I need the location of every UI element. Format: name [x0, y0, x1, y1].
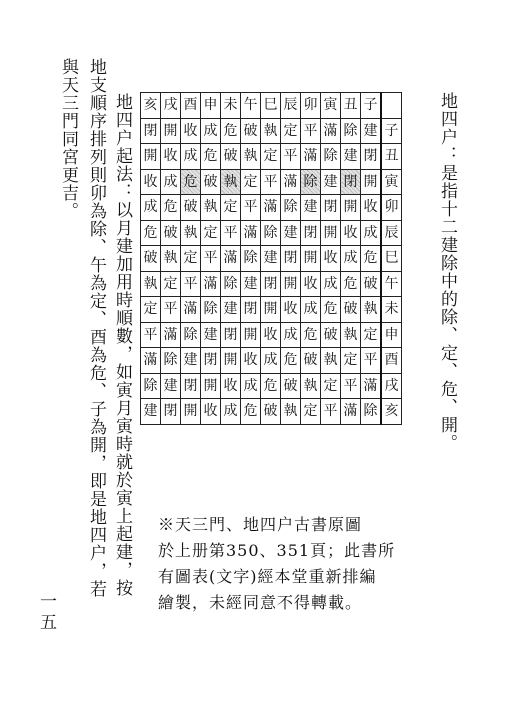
table-cell: 建	[361, 118, 382, 144]
body-line-2: 與天三門同宮更吉。	[58, 58, 78, 220]
table-row	[141, 348, 402, 374]
table-cell: 除	[281, 195, 301, 221]
table-cell: 成	[301, 297, 321, 323]
table-cell: 危	[201, 144, 221, 170]
table-cell: 危	[261, 373, 281, 399]
table-cell: 閉	[301, 220, 321, 246]
table-cell: 危	[301, 322, 321, 348]
table-cell: 收	[141, 169, 161, 195]
table-cell: 除	[161, 348, 181, 374]
table-row	[141, 373, 402, 399]
table-row	[141, 399, 402, 425]
table-cell: 收	[261, 322, 281, 348]
table-cell: 滿	[361, 373, 382, 399]
method-text: 地四户起法：以月建加用時順數，如寅月寅時就於寅上起建，按	[112, 93, 132, 597]
table-cell: 執	[301, 373, 321, 399]
table-cell: 收	[161, 144, 181, 170]
table-cell: 定	[241, 169, 261, 195]
header-cell: 未	[221, 93, 241, 119]
table-cell: 執	[181, 220, 201, 246]
table-cell: 建	[281, 220, 301, 246]
table-cell: 定	[361, 322, 382, 348]
table-cell: 執	[341, 322, 361, 348]
table-cell: 執	[321, 348, 341, 374]
table-cell: 收	[181, 118, 201, 144]
table-cell: 建	[221, 297, 241, 323]
header-cell: 酉	[181, 93, 201, 119]
table-cell: 滿	[181, 297, 201, 323]
table-cell: 除	[301, 169, 321, 195]
table-cell: 定	[321, 373, 341, 399]
header-cell: 丑	[341, 93, 361, 119]
table-cell: 成	[141, 195, 161, 221]
table-cell: 滿	[221, 246, 241, 272]
table-cell: 危	[241, 399, 261, 425]
table-cell: 除	[361, 399, 382, 425]
table-row	[141, 118, 402, 144]
header-cell: 午	[241, 93, 261, 119]
table-cell: 閉	[361, 144, 382, 170]
table-cell: 危	[181, 169, 201, 195]
table-cell: 破	[341, 297, 361, 323]
table-cell: 建	[181, 348, 201, 374]
table-cell: 成	[281, 322, 301, 348]
table-cell: 平	[341, 373, 361, 399]
table-cell: 開	[221, 348, 241, 374]
table-row	[141, 271, 402, 297]
table-cell: 建	[201, 322, 221, 348]
table-cell: 滿	[241, 220, 261, 246]
table-cell: 平	[221, 220, 241, 246]
table-cell: 開	[161, 118, 181, 144]
header-cell: 亥	[141, 93, 161, 119]
table-cell: 執	[281, 399, 301, 425]
copyright-note	[158, 512, 428, 616]
table-row	[141, 322, 402, 348]
header-cell: 卯	[301, 93, 321, 119]
row-branch-label: 戌	[381, 373, 402, 399]
table-cell: 破	[361, 271, 382, 297]
table-cell: 破	[221, 144, 241, 170]
header-cell: 申	[201, 93, 221, 119]
row-branch-label: 丑	[381, 144, 402, 170]
earth-four-doors-table	[140, 92, 402, 425]
table-cell: 定	[221, 195, 241, 221]
table-cell: 開	[261, 297, 281, 323]
table-cell: 開	[181, 399, 201, 425]
table-cell: 定	[141, 297, 161, 323]
table-cell: 收	[201, 399, 221, 425]
table-cell: 平	[361, 348, 382, 374]
table-cell: 除	[341, 118, 361, 144]
table-cell: 執	[201, 195, 221, 221]
table-cell: 定	[161, 271, 181, 297]
table-cell: 成	[201, 118, 221, 144]
table-cell: 開	[281, 271, 301, 297]
row-branch-label: 酉	[381, 348, 402, 374]
row-branch-label: 亥	[381, 399, 402, 425]
table-cell: 成	[161, 169, 181, 195]
table-cell: 滿	[141, 348, 161, 374]
table-cell: 定	[201, 220, 221, 246]
row-branch-label: 辰	[381, 220, 402, 246]
table-cell: 破	[141, 246, 161, 272]
row-branch-label: 寅	[381, 169, 402, 195]
page-number: 一五	[36, 592, 56, 634]
table-row	[141, 246, 402, 272]
table-cell: 開	[301, 246, 321, 272]
table-cell: 建	[141, 399, 161, 425]
table-row	[141, 195, 402, 221]
table-cell: 閉	[241, 297, 261, 323]
table-cell: 開	[241, 322, 261, 348]
header-cell: 巳	[261, 93, 281, 119]
table-cell: 開	[141, 144, 161, 170]
body-line-1: 地支順序排列則卯為除、午為定、酉為危、子為開，即是地四户，若	[86, 58, 106, 598]
table-cell: 除	[261, 220, 281, 246]
table-cell: 定	[341, 348, 361, 374]
table-cell: 平	[241, 195, 261, 221]
table-cell: 收	[301, 271, 321, 297]
table-cell: 破	[301, 348, 321, 374]
table-cell: 開	[201, 373, 221, 399]
table-cell: 成	[341, 246, 361, 272]
table-cell: 執	[141, 271, 161, 297]
row-branch-label: 子	[381, 118, 402, 144]
table-cell: 閉	[281, 246, 301, 272]
table-cell: 平	[301, 118, 321, 144]
table-cell: 收	[341, 220, 361, 246]
table-cell: 危	[361, 246, 382, 272]
table-cell: 平	[181, 271, 201, 297]
table-cell: 開	[321, 220, 341, 246]
table-cell: 閉	[201, 348, 221, 374]
table-cell: 成	[361, 220, 382, 246]
header-cell: 辰	[281, 93, 301, 119]
table-cell: 執	[161, 246, 181, 272]
note-line-3: 有圖表(文字)經本堂重新排編	[158, 567, 377, 586]
table-cell: 破	[241, 118, 261, 144]
table-cell: 滿	[281, 169, 301, 195]
table-cell: 平	[261, 169, 281, 195]
table-cell: 建	[161, 373, 181, 399]
table-cell: 閉	[321, 195, 341, 221]
table-cell: 閉	[161, 399, 181, 425]
table-cell: 滿	[301, 144, 321, 170]
row-branch-label: 卯	[381, 195, 402, 221]
table-cell: 危	[341, 271, 361, 297]
table-cell: 閉	[261, 271, 281, 297]
table-cell: 平	[321, 399, 341, 425]
table-cell: 除	[141, 373, 161, 399]
table-cell: 執	[261, 118, 281, 144]
table-cell: 建	[341, 144, 361, 170]
table-cell: 執	[241, 144, 261, 170]
row-branch-label: 未	[381, 297, 402, 323]
table-cell: 危	[321, 297, 341, 323]
table-cell: 滿	[321, 118, 341, 144]
table-cell: 開	[361, 169, 382, 195]
table-cell: 破	[261, 399, 281, 425]
header-cell: 寅	[321, 93, 341, 119]
table-row	[141, 297, 402, 323]
table-cell: 閉	[221, 322, 241, 348]
table-cell: 滿	[201, 271, 221, 297]
table-cell: 建	[261, 246, 281, 272]
table-cell: 除	[181, 322, 201, 348]
table-cell: 破	[161, 220, 181, 246]
table-cell: 破	[281, 373, 301, 399]
table-cell: 開	[341, 195, 361, 221]
table-cell: 執	[361, 297, 382, 323]
row-branch-label: 申	[381, 322, 402, 348]
header-cell: 戌	[161, 93, 181, 119]
table-row	[141, 169, 402, 195]
table-cell: 收	[321, 246, 341, 272]
note-line-1: ※天三門、地四户古書原圖	[158, 515, 363, 534]
table-cell: 除	[241, 246, 261, 272]
table-cell: 成	[261, 348, 281, 374]
table-cell: 收	[281, 297, 301, 323]
table-header-row	[141, 93, 402, 119]
table-cell: 定	[301, 399, 321, 425]
table-cell: 危	[141, 220, 161, 246]
table-cell: 滿	[341, 399, 361, 425]
table-cell: 成	[221, 399, 241, 425]
table-cell: 收	[361, 195, 382, 221]
table-cell: 平	[281, 144, 301, 170]
table-cell: 滿	[161, 322, 181, 348]
table-cell: 危	[281, 348, 301, 374]
table-cell: 破	[321, 322, 341, 348]
table-cell: 成	[321, 271, 341, 297]
table-cell: 收	[221, 373, 241, 399]
table-cell: 執	[221, 169, 241, 195]
table-cell: 定	[281, 118, 301, 144]
table-cell: 平	[141, 322, 161, 348]
table-cell: 建	[301, 195, 321, 221]
note-line-2: 於上册第350、351頁；此書所	[158, 541, 396, 560]
header-cell	[381, 93, 402, 119]
table-cell: 收	[241, 348, 261, 374]
table-cell: 破	[181, 195, 201, 221]
table-row	[141, 220, 402, 246]
row-branch-label: 午	[381, 271, 402, 297]
table-row	[141, 144, 402, 170]
table-cell: 成	[181, 144, 201, 170]
row-branch-label: 巳	[381, 246, 402, 272]
table-cell: 平	[201, 246, 221, 272]
table-cell: 成	[241, 373, 261, 399]
table-cell: 閉	[141, 118, 161, 144]
table-cell: 建	[241, 271, 261, 297]
table-cell: 除	[201, 297, 221, 323]
note-line-4: 繪製，未經同意不得轉載。	[158, 593, 363, 612]
table-cell: 除	[321, 144, 341, 170]
table-cell: 破	[201, 169, 221, 195]
header-cell: 子	[361, 93, 382, 119]
table-cell: 滿	[261, 195, 281, 221]
table-cell: 定	[261, 144, 281, 170]
table-cell: 平	[161, 297, 181, 323]
table-cell: 閉	[181, 373, 201, 399]
table-cell: 危	[221, 118, 241, 144]
table-cell: 建	[321, 169, 341, 195]
table-cell: 危	[161, 195, 181, 221]
section-heading: 地四户：是指十二建除中的除、定、危、開。	[437, 92, 457, 452]
table-cell: 除	[221, 271, 241, 297]
table-cell: 定	[181, 246, 201, 272]
table-cell: 閉	[341, 169, 361, 195]
